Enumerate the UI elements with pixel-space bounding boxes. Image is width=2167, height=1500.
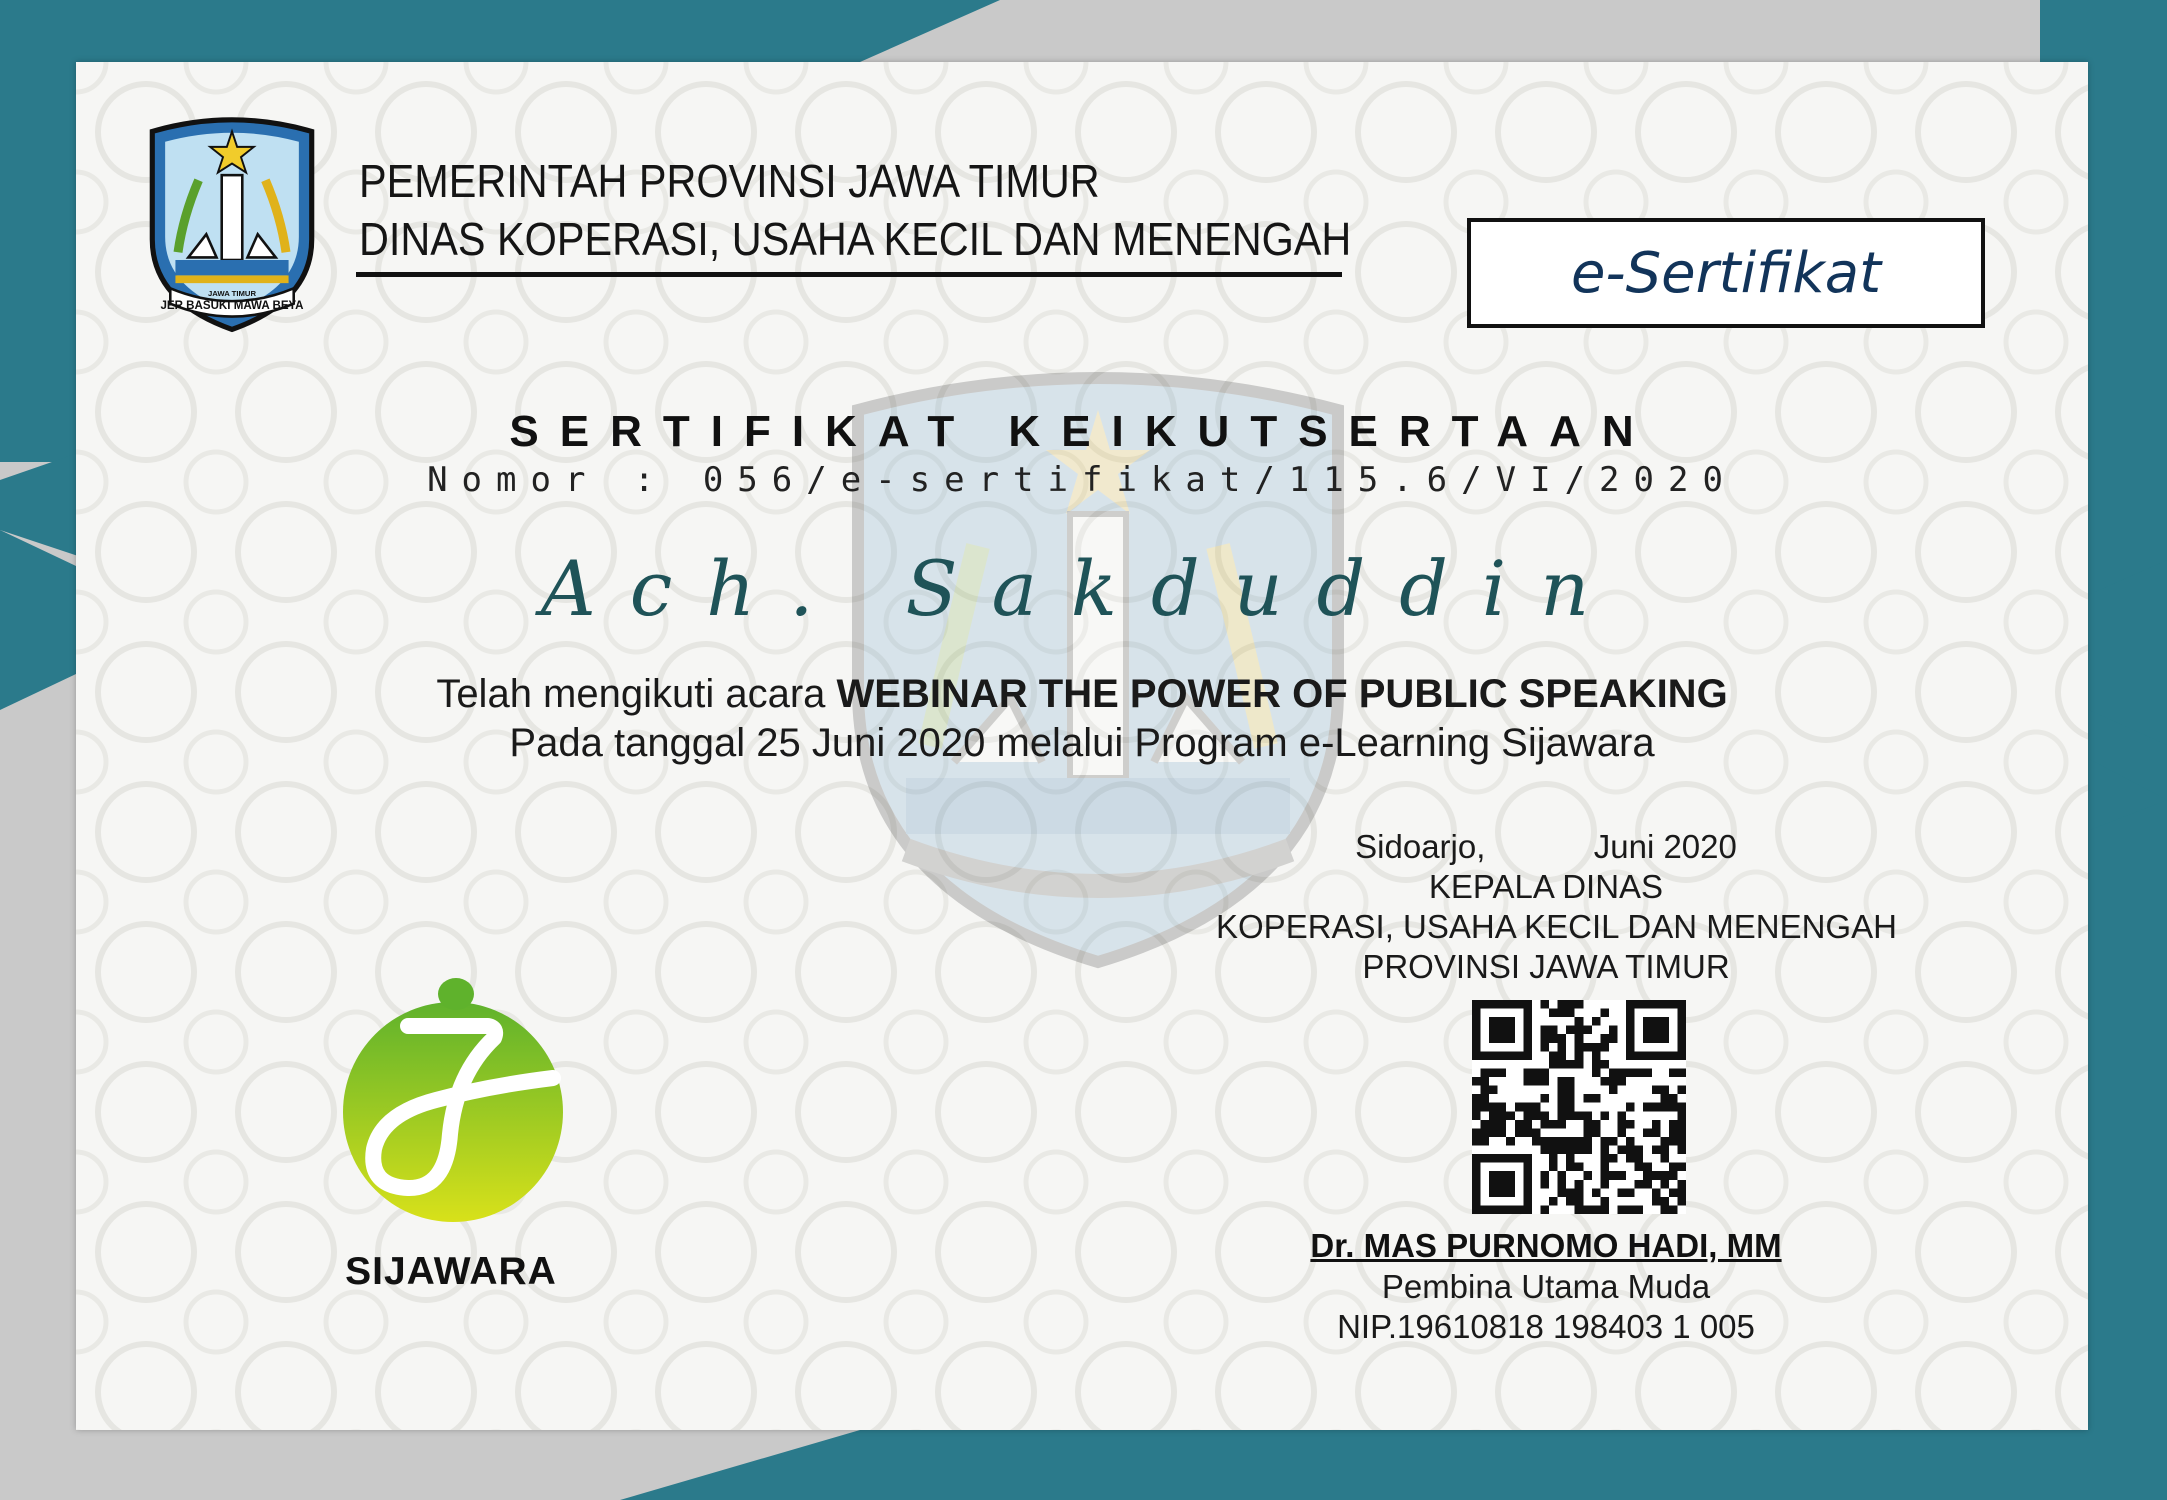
seal-ribbon-text: JER BASUKI MAWA BEYA [160, 299, 304, 312]
signer-rank: Pembina Utama Muda [1381, 1268, 1711, 1305]
e-sertifikat-label: e-Sertifikat [1570, 240, 1882, 306]
participation-prefix: Telah mengikuti acara [436, 672, 826, 716]
sign-place: Sidoarjo, [1355, 828, 1486, 865]
header-divider [356, 272, 1342, 277]
qr-code-icon [1472, 1000, 1686, 1214]
sijawara-dot [438, 978, 474, 1010]
certificate-sheet [76, 62, 2088, 1430]
event-name: WEBINAR THE POWER OF PUBLIC SPEAKING [836, 672, 1728, 716]
e-sertifikat-badge [1467, 218, 1985, 328]
header-agency: DINAS KOPERASI, USAHA KECIL DAN MENENGAH [359, 213, 1352, 265]
sijawara-logo-icon [338, 974, 568, 1224]
certificate-title: SERTIFIKAT KEIKUTSERTAAN [509, 407, 1655, 456]
sign-date: Juni 2020 [1593, 828, 1737, 865]
signer-role-1: KEPALA DINAS [1428, 868, 1664, 905]
signer-nip: NIP.19610818 198403 1 005 [1337, 1308, 1755, 1345]
sign-place-date [1216, 828, 1876, 866]
event-date-line: Pada tanggal 25 Juni 2020 melalui Program e-Learning Sijawara [509, 721, 1655, 765]
header-province: PEMERINTAH PROVINSI JAWA TIMUR [359, 155, 1100, 207]
bottom-teal-band [620, 1430, 2088, 1500]
jatim-seal-logo [142, 108, 322, 340]
signer-role-2: KOPERASI, USAHA KECIL DAN MENENGAH [1216, 908, 1897, 945]
signer-role-3: PROVINSI JAWA TIMUR [1362, 948, 1730, 985]
signer-name: Dr. MAS PURNOMO HADI, MM [1310, 1227, 1782, 1264]
recipient-name: Ach. Sakduddin [540, 544, 1624, 633]
participation-line [76, 672, 2088, 717]
seal-ribbon-top-text: JAWA TIMUR [207, 289, 257, 298]
sijawara-label: SIJAWARA [345, 1250, 557, 1293]
certificate-number: Nomor : 056/e-sertifikat/115.6/VI/2020 [427, 460, 1737, 500]
